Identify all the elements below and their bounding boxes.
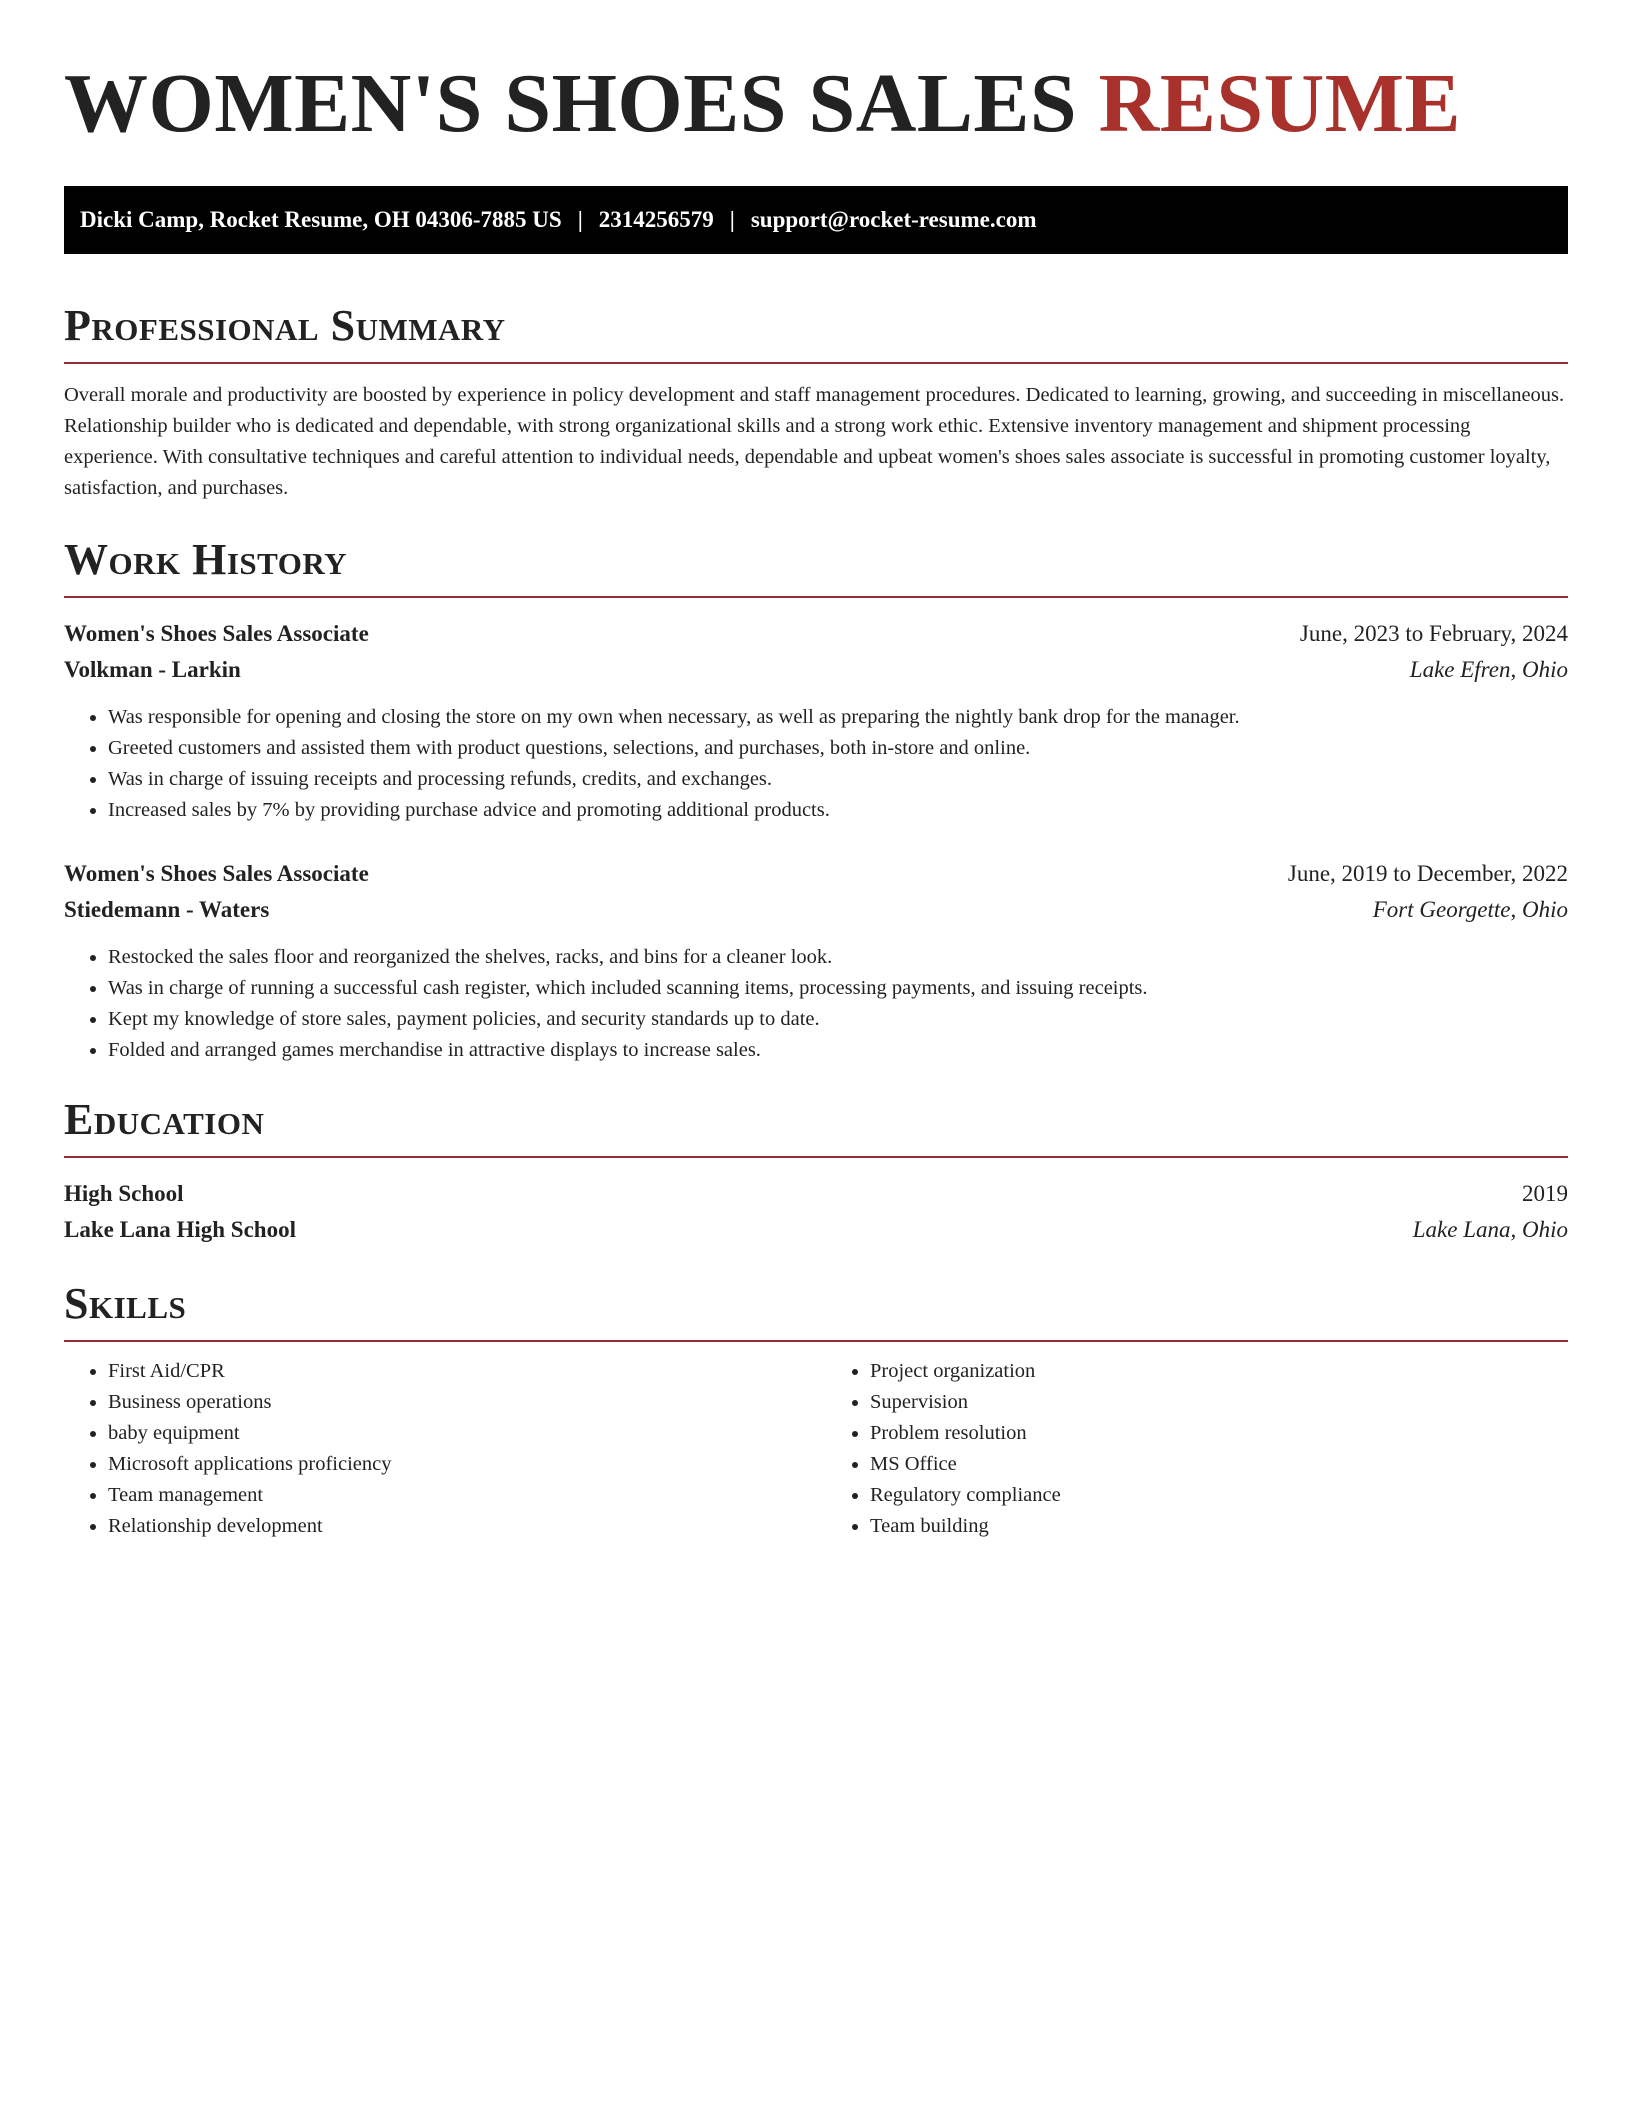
- resume-title: [64, 56, 1568, 152]
- job-dates: June, 2023 to February, 2024: [1299, 621, 1568, 646]
- skill-item: • Project organization: [870, 1356, 1568, 1387]
- contact-phone: 2314256579: [598, 207, 714, 232]
- job-bullets: [64, 942, 1568, 1066]
- job-bullet: • Was responsible for opening and closing the store on my own when necessary, as well as preparing the nightly bank drop for the manager.: [108, 702, 1568, 733]
- job-bullet: • Increased sales by 7% by providing purchase advice and promoting additional products.: [108, 795, 1568, 826]
- skill-item: • baby equipment: [108, 1418, 816, 1449]
- skill-item: • First Aid/CPR: [108, 1356, 816, 1387]
- job-title: Women's Shoes Sales Associate: [64, 621, 369, 646]
- section-divider: [64, 362, 1568, 364]
- job-bullet: • Was in charge of issuing receipts and processing refunds, credits, and exchanges.: [108, 764, 1568, 795]
- job-location: Lake Efren, Ohio: [1409, 657, 1568, 682]
- skill-item: • Team management: [108, 1480, 816, 1511]
- job-entry: [64, 856, 1568, 1066]
- skill-item: • Team building: [870, 1511, 1568, 1542]
- education-year: 2019: [1522, 1181, 1568, 1206]
- job-bullet: • Kept my knowledge of store sales, payment policies, and security standards up to date.: [108, 1004, 1568, 1035]
- contact-address: Dicki Camp, Rocket Resume, OH 04306-7885 US: [80, 207, 562, 232]
- skills-column-left: [64, 1356, 816, 1542]
- education-school-row: [64, 1212, 1568, 1248]
- contact-email: support@rocket-resume.com: [750, 207, 1037, 232]
- skill-item: • Microsoft applications proficiency: [108, 1449, 816, 1480]
- skill-item: • Regulatory compliance: [870, 1480, 1568, 1511]
- job-company: Stiedemann - Waters: [64, 897, 270, 922]
- section-divider: [64, 1340, 1568, 1342]
- section-divider: [64, 596, 1568, 598]
- job-bullet: • Restocked the sales floor and reorganized the shelves, racks, and bins for a cleaner look.: [108, 942, 1568, 973]
- job-location: Fort Georgette, Ohio: [1372, 897, 1568, 922]
- job-company: Volkman - Larkin: [64, 657, 241, 682]
- education-location: Lake Lana, Ohio: [1412, 1217, 1568, 1242]
- skill-item: • Relationship development: [108, 1511, 816, 1542]
- job-dates: June, 2019 to December, 2022: [1287, 861, 1568, 886]
- job-bullets: [64, 702, 1568, 826]
- job-header-row: [64, 616, 1568, 652]
- skill-item: • Business operations: [108, 1387, 816, 1418]
- job-company-row: [64, 892, 1568, 928]
- contact-separator: |: [577, 207, 583, 232]
- contact-bar: [64, 186, 1568, 254]
- education-school: Lake Lana High School: [64, 1217, 296, 1242]
- skills-heading: Skills: [64, 1279, 187, 1328]
- education-degree: High School: [64, 1181, 184, 1206]
- skill-item: • Problem resolution: [870, 1418, 1568, 1449]
- education-heading: Education: [64, 1095, 265, 1144]
- summary-text: Overall morale and productivity are boosted by experience in policy development and staff management procedures. Dedicated to learning, growing, and succeeding in miscellaneous. Relationship builder who is dedicated and dependable, with strong organizational skills and a strong work ethic. Extensive inventory management and shipment processing experience. With consultative techniques and careful attention to individual needs, dependable and upbeat women's shoes sales associate is successful in promoting customer loyalty, satisfaction, and purchases.: [64, 384, 1565, 499]
- job-title: Women's Shoes Sales Associate: [64, 861, 369, 886]
- title-main: WOMEN'S SHOES SALES: [64, 57, 1078, 150]
- summary-heading: Professional Summary: [64, 301, 506, 350]
- skill-item: • Supervision: [870, 1387, 1568, 1418]
- title-accent: RESUME: [1098, 57, 1462, 150]
- job-bullet: • Folded and arranged games merchandise in attractive displays to increase sales.: [108, 1035, 1568, 1066]
- job-bullet: • Was in charge of running a successful cash register, which included scanning items, processing payments, and issuing receipts.: [108, 973, 1568, 1004]
- job-header-row: [64, 856, 1568, 892]
- job-company-row: [64, 652, 1568, 688]
- work-history-heading: Work History: [64, 535, 348, 584]
- skill-item: • MS Office: [870, 1449, 1568, 1480]
- skills-list: [64, 1356, 1568, 1542]
- job-bullet: • Greeted customers and assisted them with product questions, selections, and purchases, both in-store and online.: [108, 733, 1568, 764]
- contact-separator: |: [729, 207, 735, 232]
- skills-column-right: [816, 1356, 1568, 1542]
- education-entry: [64, 1176, 1568, 1248]
- section-divider: [64, 1156, 1568, 1158]
- education-degree-row: [64, 1176, 1568, 1212]
- job-entry: [64, 616, 1568, 826]
